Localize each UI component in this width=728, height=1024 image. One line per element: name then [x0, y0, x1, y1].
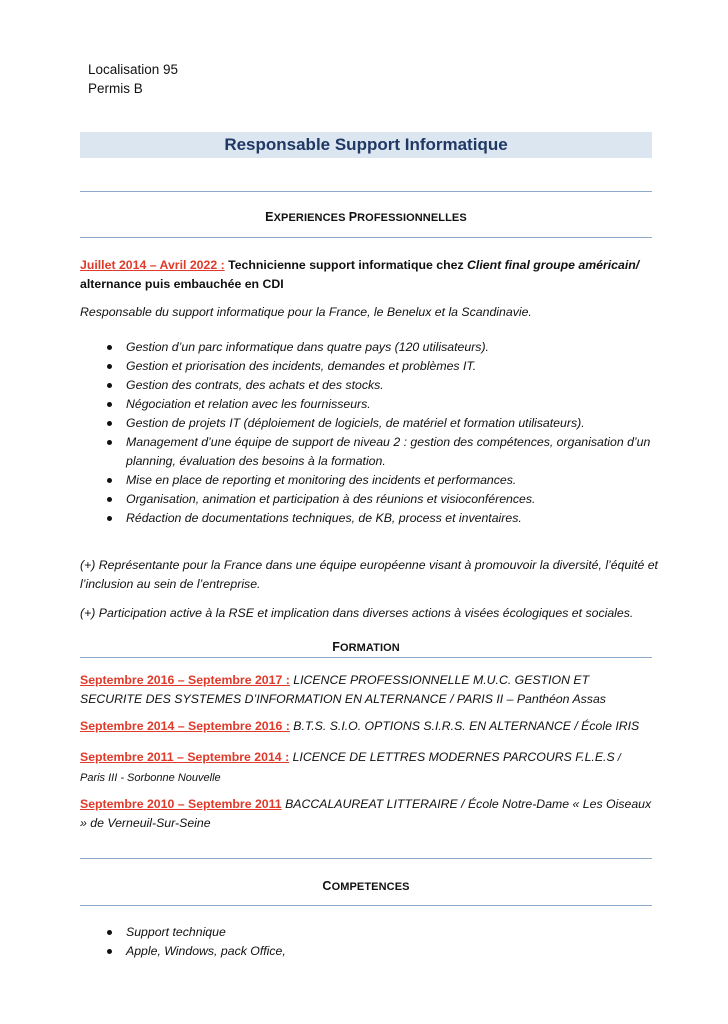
list-item: Mise en place de reporting et monitoring des incidents et performances.: [80, 471, 660, 490]
formation-item: Septembre 2010 – Septembre 2011 BACCALAUREAT LITTERAIRE / École Notre-Dame « Les Oiseaux » de Verneuil-Sur-Seine: [80, 797, 652, 830]
formation-item: Septembre 2011 – Septembre 2014 : LICENCE DE LETTRES MODERNES PARCOURS F.L.E.S / Paris III - Sorbonne Nouvelle: [80, 750, 621, 784]
list-item: Gestion de projets IT (déploiement de logiciels, de matériel et formation utilisateurs).: [80, 414, 660, 433]
location-text: Localisation 95: [88, 62, 179, 77]
formation-item: Septembre 2014 – Septembre 2016 : B.T.S. S.I.O. OPTIONS S.I.R.S. EN ALTERNANCE / École IRIS: [80, 719, 640, 733]
list-item: Support technique: [80, 923, 660, 942]
divider-formation: [80, 657, 652, 658]
list-item: Organisation, animation et participation à des réunions et visioconférences.: [80, 490, 660, 509]
list-item: Apple, Windows, pack Office,: [80, 942, 660, 961]
list-item: Négociation et relation avec les fournisseurs.: [80, 395, 660, 414]
experience-bullet-list: [80, 338, 660, 528]
list-item: Gestion d’un parc informatique dans quatre pays (120 utilisateurs).: [80, 338, 660, 357]
license-text: Permis B: [88, 81, 143, 96]
job-date: Juillet 2014 – Avril 2022 :: [80, 258, 225, 272]
divider-competences-top: [80, 858, 652, 859]
section-heading-experiences: EXPERIENCES PROFESSIONNELLES: [265, 210, 467, 224]
title-banner: [80, 132, 652, 158]
extra-diversity: (+) Représentante pour la France dans une équipe européenne visant à promouvoir la diversité, l’équité et l’inclusion au sein de l’entreprise.: [80, 558, 658, 591]
list-item: Gestion des contrats, des achats et des stocks.: [80, 376, 660, 395]
job-title: Juillet 2014 – Avril 2022 : Technicienne support informatique chez Client final groupe américain/ alternance puis embauchée en CDI: [80, 258, 640, 291]
competences-bullet-list: [80, 923, 660, 961]
divider-experiences: [80, 237, 652, 238]
divider-top: [80, 191, 652, 192]
job-summary: Responsable du support informatique pour la France, le Benelux et la Scandinavie.: [80, 305, 532, 319]
divider-competences: [80, 905, 652, 906]
page-title: Responsable Support Informatique: [224, 135, 508, 154]
extra-rse: (+) Participation active à la RSE et implication dans diverses actions à visées écologiques et sociales.: [80, 606, 634, 620]
list-item: Rédaction de documentations techniques, de KB, process et inventaires.: [80, 509, 660, 528]
section-heading-formation: FORMATION: [332, 640, 400, 654]
list-item: Gestion et priorisation des incidents, demandes et problèmes IT.: [80, 357, 660, 376]
list-item: Management d’une équipe de support de niveau 2 : gestion des compétences, organisation d’un planning, évaluation des besoins à la formation.: [80, 433, 660, 471]
formation-item: Septembre 2016 – Septembre 2017 : LICENCE PROFESSIONNELLE M.U.C. GESTION ET SECURITE DES SYSTEMES D’INFORMATION EN ALTERNANCE / PARIS II – Panthéon Assas: [80, 673, 606, 706]
section-heading-competences: COMPETENCES: [322, 879, 410, 893]
